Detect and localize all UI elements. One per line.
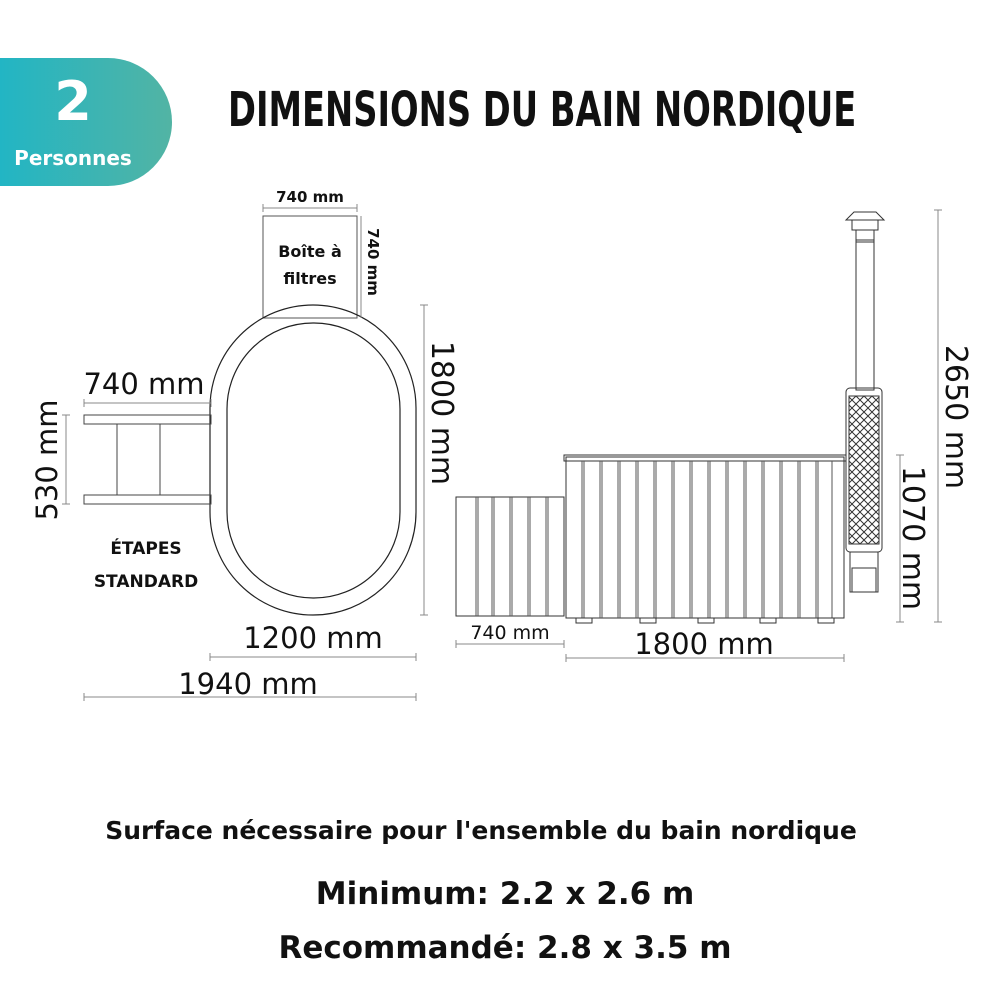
surface-minimum: Minimum: 2.2 x 2.6 m [315,876,695,912]
side-steps-length-label: 740 mm [470,622,550,644]
persons-count: 2 [54,70,92,133]
heater-stove [846,212,884,592]
filter-box-label-line2: filtres [283,269,337,288]
tub-height-label: 1070 mm [895,465,930,611]
tub-side [566,457,844,618]
chimney-height-label: 2650 mm [938,344,973,490]
surface-heading: Surface nécessaire pour l'ensemble du bain nordique [105,816,857,845]
tub-length-label: 1800 mm [424,340,459,486]
chimney-pipe [856,240,874,390]
persons-label: Personnes [14,146,132,170]
tub-outer [210,305,416,615]
tub-width-label: 1200 mm [243,621,383,655]
steps-label-line2: STANDARD [93,572,199,592]
filter-box [263,216,357,318]
tub-inner [227,323,400,598]
page-title: DIMENSIONS DU BAIN NORDIQUE [228,82,857,138]
steps-label-line1: ÉTAPES [110,539,182,559]
steps-length-label: 740 mm [83,367,205,401]
tub-feet [576,618,834,623]
filter-box-width-label: 740 mm [276,188,344,206]
steps-width-label: 530 mm [30,399,64,521]
steps-top [84,415,211,504]
total-width-label: 1940 mm [178,667,318,701]
side-view [456,210,942,662]
chimney-cap [846,212,884,220]
filter-box-depth-label: 740 mm [364,228,382,296]
filter-box-label-line1: Boîte à [278,242,342,261]
surface-recommended: Recommandé: 2.8 x 3.5 m [278,930,732,966]
side-tub-length-label: 1800 mm [634,627,774,661]
